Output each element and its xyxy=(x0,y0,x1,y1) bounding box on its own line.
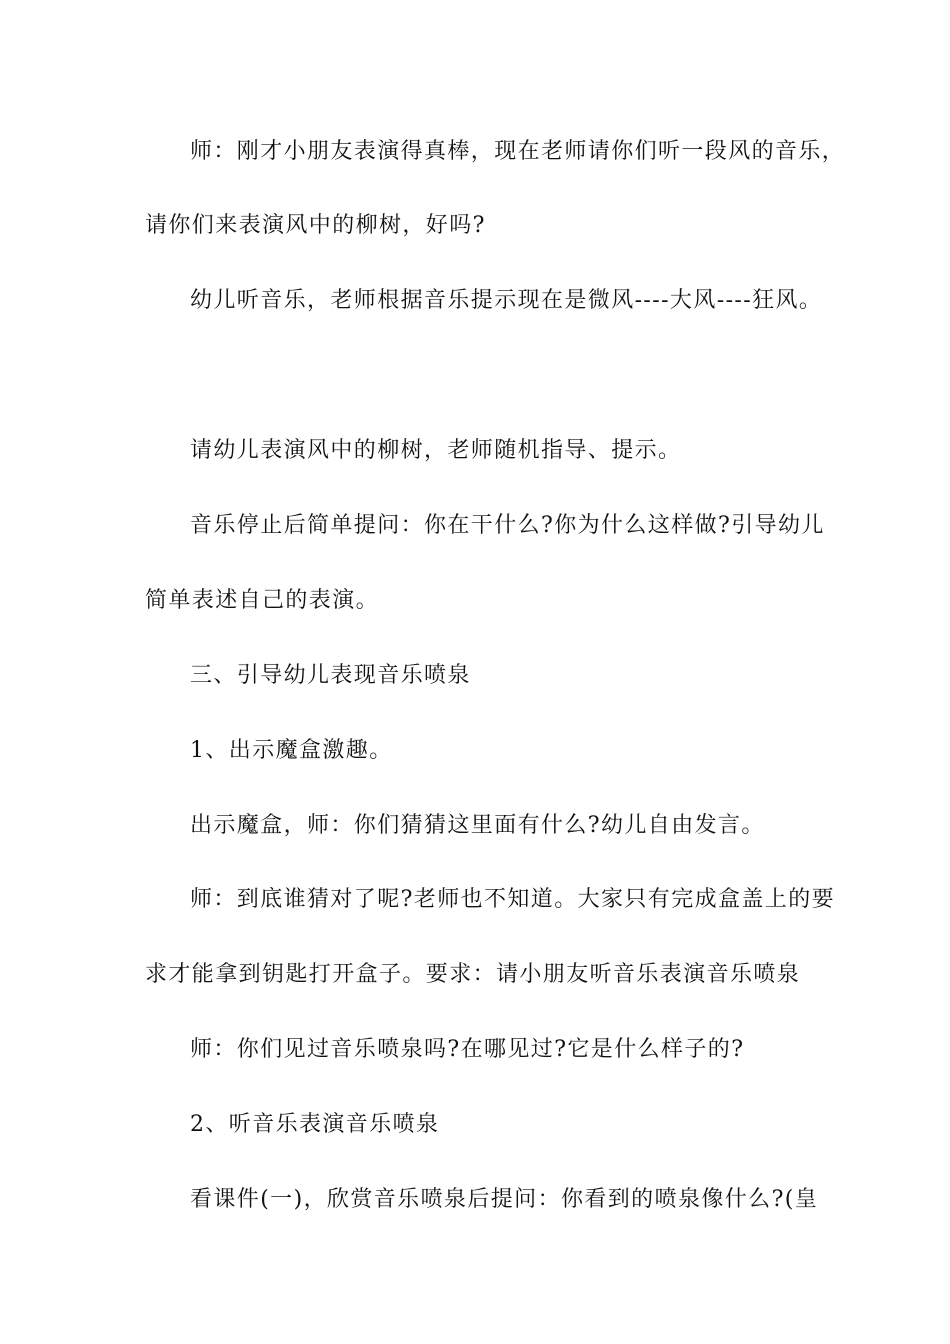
paragraph-line: 求才能拿到钥匙打开盒子。要求：请小朋友听音乐表演音乐喷泉 xyxy=(145,962,801,987)
subsection-heading: 1、出示魔盒激趣。 xyxy=(190,738,393,763)
paragraph-line: 请幼儿表演风中的柳树，老师随机指导、提示。 xyxy=(190,438,682,463)
section-heading: 三、引导幼儿表现音乐喷泉 xyxy=(190,663,471,688)
paragraph-line: 简单表述自己的表演。 xyxy=(145,588,380,613)
paragraph-line: 请你们来表演风中的柳树，好吗? xyxy=(145,213,486,238)
paragraph-line: 师：你们见过音乐喷泉吗?在哪见过?它是什么样子的? xyxy=(190,1037,745,1062)
paragraph-line: 音乐停止后简单提问：你在干什么?你为什么这样做?引导幼儿 xyxy=(190,513,825,538)
paragraph-line: 出示魔盒，师：你们猜猜这里面有什么?幼儿自由发言。 xyxy=(190,813,765,838)
paragraph-line: 师：刚才小朋友表演得真棒，现在老师请你们听一段风的音乐， xyxy=(190,139,846,164)
paragraph-line: 看课件(一)，欣赏音乐喷泉后提问：你看到的喷泉像什么?(皇 xyxy=(190,1187,819,1212)
paragraph-line: 师：到底谁猜对了呢?老师也不知道。大家只有完成盒盖上的要 xyxy=(190,887,835,912)
subsection-heading: 2、听音乐表演音乐喷泉 xyxy=(190,1112,440,1137)
paragraph-line: 幼儿听音乐，老师根据音乐提示现在是微风----大风----狂风。 xyxy=(190,288,823,313)
